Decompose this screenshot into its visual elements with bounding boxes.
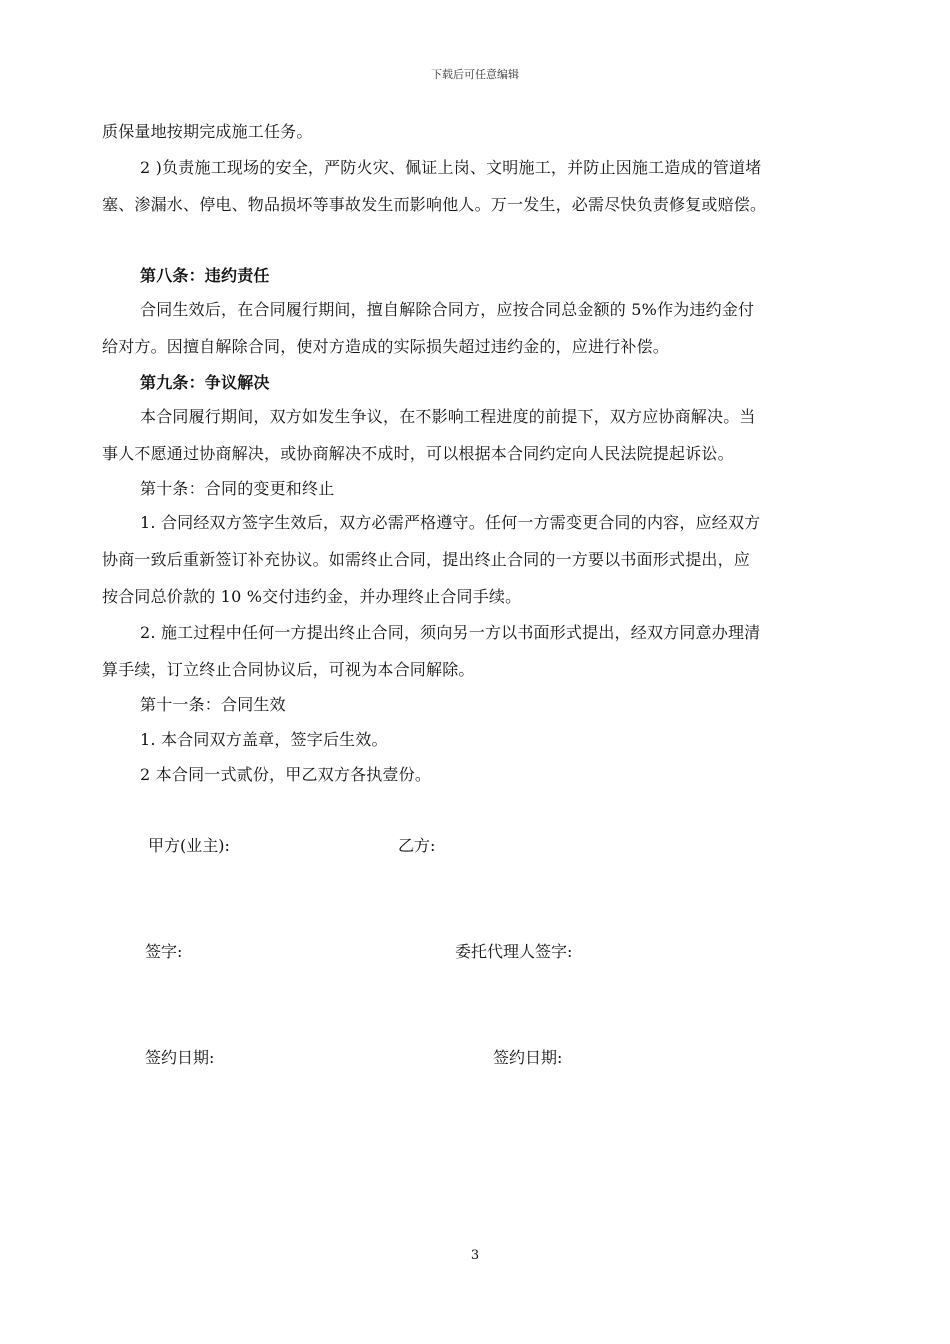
article-11-heading: 第十一条：合同生效 <box>140 695 286 714</box>
article-8-heading: 第八条：违约责任 <box>140 266 270 285</box>
paragraph-line: 本合同履行期间，双方如发生争议，在不影响工程进度的前提下，双方应协商解决。当 <box>140 407 756 426</box>
paragraph-line: 算手续，订立终止合同协议后，可视为本合同解除。 <box>102 660 475 679</box>
signature-b-label: 委托代理人签字: <box>455 942 573 961</box>
article-10-heading: 第十条：合同的变更和终止 <box>140 479 335 498</box>
paragraph-line: 协商一致后重新签订补充协议。如需终止合同，提出终止合同的一方要以书面形式提出，应 <box>102 550 751 569</box>
party-a-label: 甲方(业主): <box>148 836 230 855</box>
paragraph-line: 1. 合同经双方签字生效后，双方必需严格遵守。任何一方需变更合同的内容，应经双方 <box>140 513 761 532</box>
sign-date-a-label: 签约日期: <box>145 1048 215 1067</box>
paragraph-line: 合同生效后，在合同履行期间，擅自解除合同方，应按合同总金额的 5%作为违约金付 <box>140 300 755 319</box>
page-number: 3 <box>470 1248 480 1263</box>
paragraph-line: 塞、渗漏水、停电、物品损坏等事故发生而影响他人。万一发生，必需尽快负责修复或赔偿。 <box>102 195 767 214</box>
party-b-label: 乙方: <box>398 836 436 855</box>
paragraph-line: 给对方。因擅自解除合同，使对方造成的实际损失超过违约金的，应进行补偿。 <box>102 337 670 356</box>
article-9-heading: 第九条：争议解决 <box>140 373 270 392</box>
signature-a-label: 签字: <box>145 942 183 961</box>
paragraph-line: 事人不愿通过协商解决，或协商解决不成时，可以根据本合同约定向人民法院提起诉讼。 <box>102 444 734 463</box>
sign-date-b-label: 签约日期: <box>493 1048 563 1067</box>
page-header: 下载后可任意编辑 <box>431 68 519 81</box>
paragraph-line: 质保量地按期完成施工任务。 <box>102 122 313 141</box>
paragraph-line: 1. 本合同双方盖章，签字后生效。 <box>140 730 388 749</box>
paragraph-line: 2. 施工过程中任何一方提出终止合同，须向另一方以书面形式提出，经双方同意办理清 <box>140 623 761 642</box>
paragraph-line: 按合同总价款的 10 %交付违约金，并办理终止合同手续。 <box>102 587 522 606</box>
paragraph-line: 2 本合同一式贰份，甲乙双方各执壹份。 <box>140 765 432 784</box>
paragraph-line: 2 )负责施工现场的安全，严防火灾、佩证上岗、文明施工，并防止因施工造成的管道堵 <box>140 158 762 177</box>
